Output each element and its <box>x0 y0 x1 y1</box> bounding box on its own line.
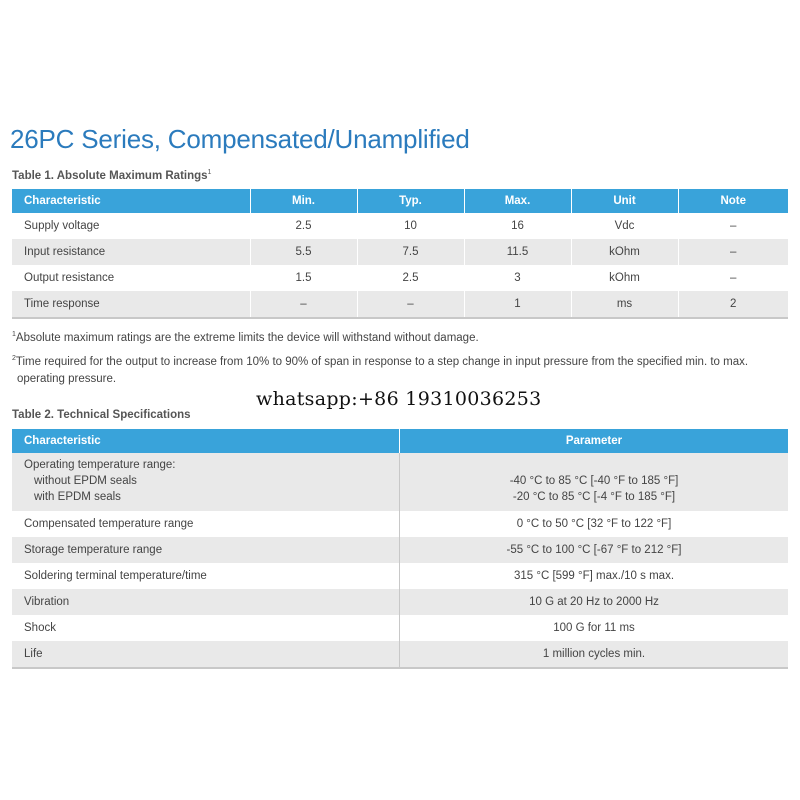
table-row <box>12 239 788 265</box>
cell-min: 5.5 <box>250 239 357 265</box>
cell-unit: Vdc <box>571 213 678 239</box>
cell-characteristic: Compensated temperature range <box>12 511 400 537</box>
operating-temperature-labels <box>24 453 399 505</box>
cell-typ: 7.5 <box>357 239 464 265</box>
cell-min: 2.5 <box>250 213 357 239</box>
table-header-row <box>12 429 788 453</box>
with-epdm-label: with EPDM seals <box>34 491 121 503</box>
header-characteristic: Characteristic <box>12 189 250 213</box>
cell-max: 3 <box>464 265 571 291</box>
cell-characteristic: Input resistance <box>12 239 250 265</box>
header-min: Min. <box>250 189 357 213</box>
table-row-operating-temperature <box>12 453 788 511</box>
table-row <box>12 213 788 239</box>
with-epdm-value: -20 °C to 85 °C [-4 °F to 185 °F] <box>512 491 676 503</box>
cell-note: – <box>678 265 788 291</box>
cell-characteristic <box>12 453 400 511</box>
table-row <box>12 265 788 291</box>
cell-max: 11.5 <box>464 239 571 265</box>
operating-temperature-values <box>400 453 788 505</box>
table1-caption-footnote-mark: 1 <box>207 169 212 176</box>
cell-min: – <box>250 291 357 318</box>
contact-watermark: whatsapp:+86 19310036253 <box>256 388 542 410</box>
cell-min: 1.5 <box>250 265 357 291</box>
without-epdm-value: -40 °C to 85 °C [-40 °F to 185 °F] <box>509 475 679 487</box>
footnote-2-mark: 2 <box>12 355 16 362</box>
cell-characteristic: Shock <box>12 615 400 641</box>
table-row <box>12 615 788 641</box>
header-parameter: Parameter <box>400 429 789 453</box>
absolute-maximum-ratings-table <box>12 189 788 319</box>
cell-unit: kOhm <box>571 239 678 265</box>
cell-characteristic: Life <box>12 641 400 668</box>
table1-caption-text: Table 1. Absolute Maximum Ratings <box>12 169 208 182</box>
cell-parameter: 10 G at 20 Hz to 2000 Hz <box>400 589 789 615</box>
cell-parameter: -55 °C to 100 °C [-67 °F to 212 °F] <box>400 537 789 563</box>
cell-note: 2 <box>678 291 788 318</box>
table-row <box>12 537 788 563</box>
cell-characteristic: Time response <box>12 291 250 318</box>
footnote-1 <box>12 326 792 347</box>
cell-parameter: 0 °C to 50 °C [32 °F to 122 °F] <box>400 511 789 537</box>
footnote-2 <box>12 350 792 388</box>
cell-typ: – <box>357 291 464 318</box>
cell-max: 1 <box>464 291 571 318</box>
table-row <box>12 291 788 318</box>
cell-characteristic: Output resistance <box>12 265 250 291</box>
cell-note: – <box>678 239 788 265</box>
cell-parameter: 1 million cycles min. <box>400 641 789 668</box>
cell-parameter: 315 °C [599 °F] max./10 s max. <box>400 563 789 589</box>
cell-characteristic: Supply voltage <box>12 213 250 239</box>
table-header-row <box>12 189 788 213</box>
table1-caption <box>12 169 211 182</box>
page-title: 26PC Series, Compensated/Unamplified <box>10 124 470 154</box>
header-typ: Typ. <box>357 189 464 213</box>
footnote-2-text-line1: Time required for the output to increase from 10% to 90% of span in response to a step change in input pressure from the specified min. to max. <box>15 355 749 368</box>
cell-note: – <box>678 213 788 239</box>
cell-parameter: 100 G for 11 ms <box>400 615 789 641</box>
technical-specifications-table <box>12 429 788 669</box>
cell-unit: kOhm <box>571 265 678 291</box>
cell-max: 16 <box>464 213 571 239</box>
header-unit: Unit <box>571 189 678 213</box>
spacer <box>400 457 788 473</box>
cell-typ: 2.5 <box>357 265 464 291</box>
table-row <box>12 641 788 668</box>
footnote-1-mark: 1 <box>12 331 16 338</box>
cell-characteristic: Vibration <box>12 589 400 615</box>
table-row <box>12 563 788 589</box>
cell-typ: 10 <box>357 213 464 239</box>
cell-parameter <box>400 453 789 511</box>
table-row <box>12 589 788 615</box>
cell-characteristic: Soldering terminal temperature/time <box>12 563 400 589</box>
header-note: Note <box>678 189 788 213</box>
cell-unit: ms <box>571 291 678 318</box>
operating-temperature-label: Operating temperature range: <box>24 459 176 471</box>
footnote-1-text: Absolute maximum ratings are the extreme limits the device will withstand without damage. <box>15 331 479 344</box>
header-characteristic: Characteristic <box>12 429 400 453</box>
cell-characteristic: Storage temperature range <box>12 537 400 563</box>
footnote-2-line2: operating pressure. <box>17 372 117 385</box>
without-epdm-label: without EPDM seals <box>34 475 137 487</box>
table2-caption: Table 2. Technical Specifications <box>12 409 191 421</box>
table-row <box>12 511 788 537</box>
header-max: Max. <box>464 189 571 213</box>
footnote-2-line1 <box>12 350 792 371</box>
